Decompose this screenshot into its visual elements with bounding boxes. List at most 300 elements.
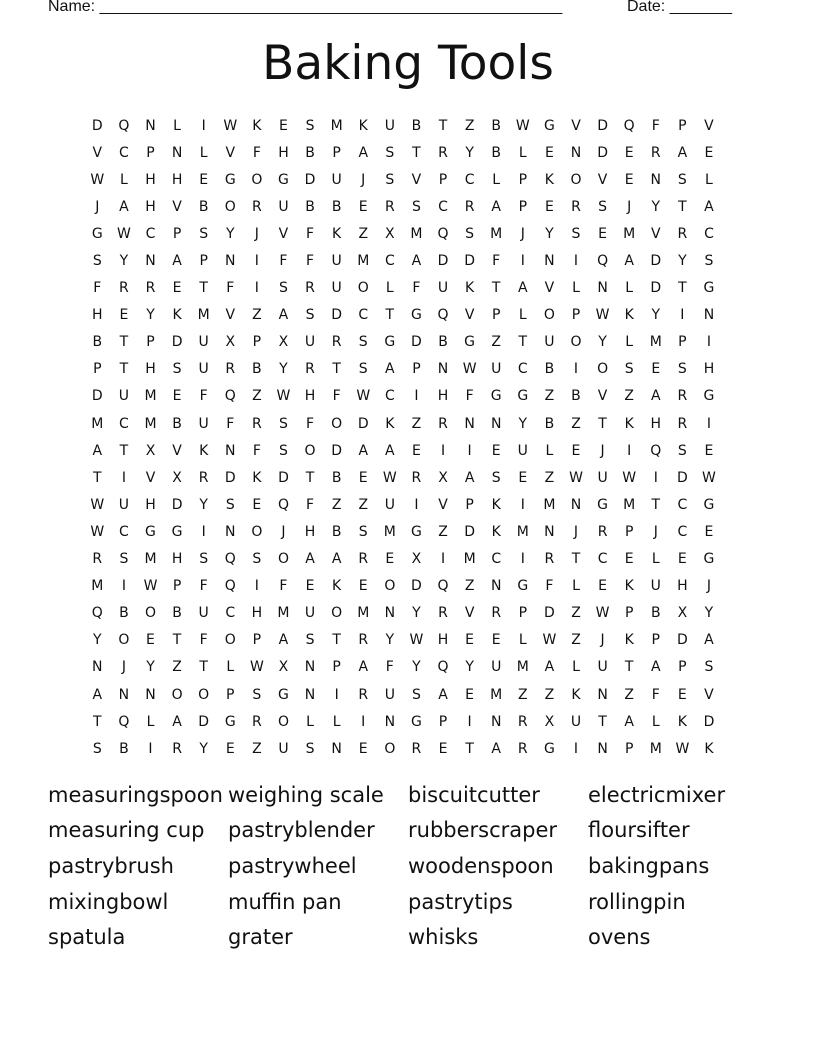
grid-letter[interactable]: S: [624, 361, 634, 378]
grid-letter[interactable]: N: [145, 253, 156, 270]
grid-letter[interactable]: E: [491, 632, 501, 649]
grid-letter[interactable]: F: [252, 442, 261, 459]
grid-letter[interactable]: W: [462, 361, 477, 378]
grid-letter[interactable]: K: [491, 496, 501, 513]
grid-letter[interactable]: H: [278, 144, 289, 161]
grid-letter[interactable]: Q: [623, 117, 635, 134]
grid-letter[interactable]: Y: [412, 659, 421, 676]
grid-letter[interactable]: U: [198, 415, 209, 432]
grid-letter[interactable]: H: [650, 415, 662, 432]
grid-letter[interactable]: E: [146, 632, 155, 649]
grid-letter[interactable]: M: [144, 551, 157, 568]
grid-letter[interactable]: N: [544, 523, 555, 540]
grid-letter[interactable]: P: [491, 307, 501, 324]
grid-letter[interactable]: G: [91, 225, 103, 242]
grid-letter[interactable]: B: [198, 198, 209, 215]
grid-letter[interactable]: M: [623, 225, 636, 242]
grid-letter[interactable]: D: [676, 469, 688, 486]
grid-letter[interactable]: D: [411, 578, 422, 595]
grid-letter[interactable]: P: [518, 198, 528, 215]
grid-letter[interactable]: Q: [91, 605, 103, 622]
grid-letter[interactable]: A: [411, 253, 422, 270]
grid-letter[interactable]: F: [226, 280, 235, 297]
grid-letter[interactable]: R: [677, 225, 688, 242]
grid-letter[interactable]: G: [597, 496, 608, 513]
grid-letter[interactable]: R: [384, 198, 395, 215]
grid-letter[interactable]: U: [491, 361, 502, 378]
grid-letter[interactable]: P: [332, 659, 341, 676]
grid-letter[interactable]: G: [171, 523, 183, 540]
grid-letter[interactable]: S: [465, 225, 475, 242]
grid-letter[interactable]: S: [385, 144, 395, 161]
grid-letter[interactable]: H: [251, 605, 263, 622]
grid-letter[interactable]: Y: [93, 632, 102, 649]
grid-letter[interactable]: G: [517, 578, 529, 595]
grid-letter[interactable]: B: [331, 469, 342, 486]
grid-letter[interactable]: Q: [224, 578, 236, 595]
grid-letter[interactable]: I: [440, 442, 446, 459]
grid-letter[interactable]: Z: [624, 388, 634, 405]
grid-letter[interactable]: J: [706, 578, 712, 595]
grid-letter[interactable]: C: [358, 307, 369, 324]
grid-letter[interactable]: E: [305, 578, 315, 595]
grid-letter[interactable]: C: [119, 415, 129, 432]
grid-letter[interactable]: O: [331, 415, 343, 432]
grid-letter[interactable]: I: [467, 442, 472, 459]
grid-letter[interactable]: G: [490, 388, 502, 405]
grid-letter[interactable]: G: [517, 388, 529, 405]
grid-letter[interactable]: O: [357, 280, 369, 297]
grid-letter[interactable]: V: [145, 469, 156, 486]
grid-letter[interactable]: D: [171, 334, 183, 351]
grid-letter[interactable]: K: [252, 117, 262, 134]
grid-letter[interactable]: R: [119, 280, 129, 297]
grid-letter[interactable]: H: [677, 578, 688, 595]
grid-letter[interactable]: D: [437, 253, 449, 270]
grid-letter[interactable]: F: [306, 253, 315, 270]
grid-letter[interactable]: T: [332, 632, 341, 649]
grid-letter[interactable]: I: [680, 307, 685, 324]
grid-letter[interactable]: B: [650, 605, 661, 622]
grid-letter[interactable]: P: [678, 334, 687, 351]
grid-letter[interactable]: G: [543, 740, 555, 757]
grid-letter[interactable]: T: [624, 659, 634, 676]
grid-letter[interactable]: H: [171, 171, 183, 188]
grid-letter[interactable]: H: [145, 361, 156, 378]
grid-letter[interactable]: M: [490, 686, 503, 703]
grid-letter[interactable]: Z: [252, 388, 262, 405]
grid-letter[interactable]: T: [491, 280, 501, 297]
grid-letter[interactable]: S: [358, 523, 368, 540]
grid-letter[interactable]: A: [544, 659, 555, 676]
grid-letter[interactable]: M: [623, 496, 636, 513]
grid-letter[interactable]: W: [622, 469, 637, 486]
grid-letter[interactable]: N: [171, 144, 183, 161]
grid-letter[interactable]: F: [252, 144, 261, 161]
grid-letter[interactable]: J: [254, 225, 259, 242]
grid-letter[interactable]: B: [544, 361, 555, 378]
grid-letter[interactable]: E: [571, 442, 581, 459]
grid-letter[interactable]: G: [703, 551, 715, 568]
grid-letter[interactable]: P: [518, 605, 528, 622]
grid-letter[interactable]: O: [277, 713, 289, 730]
grid-letter[interactable]: U: [331, 171, 342, 188]
grid-letter[interactable]: L: [545, 442, 554, 459]
grid-letter[interactable]: K: [544, 171, 554, 188]
grid-letter[interactable]: I: [201, 117, 206, 134]
grid-letter[interactable]: E: [598, 578, 607, 595]
grid-letter[interactable]: T: [385, 307, 395, 324]
grid-letter[interactable]: L: [146, 713, 155, 730]
grid-letter[interactable]: S: [252, 686, 262, 703]
grid-letter[interactable]: K: [491, 523, 501, 540]
grid-letter[interactable]: O: [224, 198, 236, 215]
grid-letter[interactable]: V: [225, 144, 236, 161]
grid-letter[interactable]: J: [281, 523, 286, 540]
grid-letter[interactable]: O: [251, 523, 263, 540]
grid-letter[interactable]: T: [305, 469, 315, 486]
grid-letter[interactable]: T: [172, 632, 182, 649]
grid-letter[interactable]: G: [384, 334, 396, 351]
grid-letter[interactable]: L: [625, 280, 634, 297]
grid-letter[interactable]: C: [119, 144, 129, 161]
grid-letter[interactable]: Y: [146, 659, 155, 676]
grid-letter[interactable]: N: [544, 253, 555, 270]
grid-letter[interactable]: Y: [545, 225, 554, 242]
grid-letter[interactable]: F: [199, 632, 208, 649]
grid-letter[interactable]: S: [199, 551, 209, 568]
grid-letter[interactable]: D: [224, 469, 236, 486]
grid-letter[interactable]: T: [518, 334, 528, 351]
grid-letter[interactable]: S: [305, 117, 315, 134]
grid-letter[interactable]: P: [438, 171, 448, 188]
grid-letter[interactable]: R: [358, 632, 369, 649]
grid-letter[interactable]: V: [544, 280, 555, 297]
grid-letter[interactable]: R: [305, 361, 315, 378]
grid-letter[interactable]: R: [677, 415, 688, 432]
grid-letter[interactable]: Y: [119, 253, 129, 270]
grid-letter[interactable]: T: [438, 117, 448, 134]
grid-letter[interactable]: R: [251, 713, 262, 730]
grid-letter[interactable]: D: [278, 469, 289, 486]
grid-letter[interactable]: B: [438, 334, 448, 351]
grid-letter[interactable]: I: [201, 523, 206, 540]
grid-letter[interactable]: N: [437, 361, 449, 378]
grid-letter[interactable]: Z: [464, 578, 475, 595]
grid-letter[interactable]: Q: [224, 388, 236, 405]
grid-letter[interactable]: I: [520, 551, 525, 568]
grid-letter[interactable]: D: [91, 117, 103, 134]
grid-letter[interactable]: S: [92, 740, 102, 757]
grid-letter[interactable]: Z: [544, 686, 555, 703]
grid-letter[interactable]: P: [332, 144, 341, 161]
grid-letter[interactable]: P: [252, 334, 262, 351]
grid-letter[interactable]: I: [706, 334, 712, 351]
grid-letter[interactable]: O: [597, 361, 609, 378]
grid-letter[interactable]: D: [597, 117, 608, 134]
grid-letter[interactable]: W: [143, 578, 158, 595]
grid-letter[interactable]: E: [199, 171, 209, 188]
grid-letter[interactable]: L: [119, 171, 128, 188]
grid-letter[interactable]: U: [118, 388, 130, 405]
grid-letter[interactable]: U: [384, 117, 395, 134]
grid-letter[interactable]: W: [356, 388, 371, 405]
grid-letter[interactable]: I: [573, 253, 579, 270]
grid-letter[interactable]: N: [490, 578, 502, 595]
grid-letter[interactable]: U: [491, 659, 502, 676]
grid-letter[interactable]: O: [543, 307, 555, 324]
grid-letter[interactable]: Q: [277, 496, 289, 513]
grid-letter[interactable]: R: [438, 415, 448, 432]
grid-letter[interactable]: G: [224, 713, 236, 730]
grid-letter[interactable]: C: [677, 496, 688, 513]
grid-letter[interactable]: L: [518, 632, 527, 649]
grid-letter[interactable]: L: [572, 280, 580, 297]
grid-letter[interactable]: S: [199, 225, 209, 242]
grid-letter[interactable]: O: [171, 686, 183, 703]
grid-letter[interactable]: E: [172, 388, 182, 405]
grid-letter[interactable]: L: [492, 171, 501, 188]
grid-letter[interactable]: A: [358, 659, 369, 676]
grid-letter[interactable]: U: [517, 442, 528, 459]
grid-letter[interactable]: T: [119, 361, 129, 378]
grid-letter[interactable]: M: [91, 415, 104, 432]
grid-letter[interactable]: R: [597, 523, 608, 540]
grid-letter[interactable]: K: [332, 578, 342, 595]
grid-letter[interactable]: I: [573, 361, 579, 378]
grid-letter[interactable]: S: [677, 361, 687, 378]
grid-letter[interactable]: W: [90, 171, 105, 188]
grid-letter[interactable]: D: [676, 632, 688, 649]
grid-letter[interactable]: N: [703, 307, 715, 324]
grid-letter[interactable]: P: [624, 740, 634, 757]
grid-letter[interactable]: T: [678, 280, 687, 297]
grid-letter[interactable]: M: [516, 659, 529, 676]
grid-letter[interactable]: A: [704, 632, 714, 649]
grid-letter[interactable]: A: [358, 442, 369, 459]
grid-letter[interactable]: R: [411, 740, 422, 757]
grid-letter[interactable]: K: [199, 442, 209, 459]
grid-letter[interactable]: E: [438, 740, 448, 757]
grid-letter[interactable]: R: [198, 469, 209, 486]
grid-letter[interactable]: P: [146, 334, 155, 351]
grid-letter[interactable]: U: [198, 605, 209, 622]
grid-letter[interactable]: N: [145, 117, 156, 134]
grid-letter[interactable]: L: [332, 713, 341, 730]
grid-letter[interactable]: Z: [358, 225, 369, 242]
grid-letter[interactable]: Q: [437, 225, 449, 242]
grid-letter[interactable]: U: [437, 280, 449, 297]
grid-letter[interactable]: T: [651, 496, 661, 513]
grid-letter[interactable]: A: [172, 713, 182, 730]
grid-letter[interactable]: N: [490, 415, 502, 432]
grid-letter[interactable]: E: [518, 469, 528, 486]
grid-letter[interactable]: U: [570, 713, 582, 730]
grid-letter[interactable]: H: [171, 551, 183, 568]
grid-letter[interactable]: F: [306, 225, 315, 242]
grid-letter[interactable]: Y: [651, 198, 661, 215]
grid-letter[interactable]: D: [357, 415, 369, 432]
grid-letter[interactable]: P: [199, 253, 208, 270]
grid-letter[interactable]: N: [597, 686, 608, 703]
grid-letter[interactable]: T: [119, 334, 129, 351]
grid-letter[interactable]: W: [116, 225, 131, 242]
grid-letter[interactable]: B: [491, 117, 501, 134]
grid-letter[interactable]: F: [545, 578, 554, 595]
grid-letter[interactable]: Y: [385, 632, 395, 649]
grid-letter[interactable]: M: [543, 496, 556, 513]
grid-letter[interactable]: Z: [331, 496, 342, 513]
grid-letter[interactable]: I: [361, 713, 366, 730]
grid-letter[interactable]: B: [252, 361, 262, 378]
grid-letter[interactable]: I: [706, 415, 712, 432]
grid-letter[interactable]: S: [411, 686, 421, 703]
grid-letter[interactable]: R: [517, 740, 528, 757]
grid-letter[interactable]: Y: [146, 307, 155, 324]
grid-letter[interactable]: E: [491, 442, 501, 459]
grid-letter[interactable]: A: [650, 388, 661, 405]
grid-letter[interactable]: U: [384, 686, 395, 703]
grid-letter[interactable]: R: [331, 334, 342, 351]
grid-letter[interactable]: S: [92, 253, 102, 270]
grid-letter[interactable]: E: [677, 686, 687, 703]
grid-letter[interactable]: J: [653, 523, 658, 540]
grid-letter[interactable]: N: [225, 523, 236, 540]
grid-letter[interactable]: Z: [491, 334, 501, 351]
grid-letter[interactable]: D: [331, 442, 343, 459]
grid-letter[interactable]: I: [627, 442, 632, 459]
grid-letter[interactable]: M: [383, 523, 396, 540]
grid-letter[interactable]: S: [358, 361, 368, 378]
grid-letter[interactable]: A: [704, 198, 714, 215]
grid-letter[interactable]: R: [305, 280, 315, 297]
grid-letter[interactable]: T: [412, 144, 421, 161]
grid-letter[interactable]: D: [650, 280, 662, 297]
grid-letter[interactable]: N: [384, 605, 396, 622]
grid-letter[interactable]: Q: [118, 117, 130, 134]
grid-letter[interactable]: E: [465, 686, 475, 703]
grid-letter[interactable]: E: [624, 171, 634, 188]
grid-letter[interactable]: K: [385, 415, 395, 432]
grid-letter[interactable]: T: [93, 469, 102, 486]
grid-letter[interactable]: F: [651, 117, 660, 134]
grid-letter[interactable]: M: [330, 117, 343, 134]
grid-letter[interactable]: J: [573, 523, 579, 540]
grid-letter[interactable]: B: [331, 198, 342, 215]
grid-letter[interactable]: S: [279, 442, 288, 459]
grid-letter[interactable]: M: [144, 388, 157, 405]
grid-letter[interactable]: I: [440, 551, 446, 568]
grid-letter[interactable]: X: [544, 713, 555, 730]
grid-letter[interactable]: I: [121, 469, 126, 486]
grid-letter[interactable]: C: [704, 225, 714, 242]
grid-letter[interactable]: G: [278, 686, 289, 703]
grid-letter[interactable]: T: [678, 198, 687, 215]
grid-letter[interactable]: W: [409, 632, 424, 649]
grid-letter[interactable]: D: [91, 388, 103, 405]
grid-letter[interactable]: H: [145, 171, 156, 188]
grid-letter[interactable]: P: [651, 632, 660, 649]
grid-letter[interactable]: M: [649, 334, 662, 351]
grid-letter[interactable]: H: [304, 388, 316, 405]
grid-letter[interactable]: O: [331, 605, 343, 622]
grid-letter[interactable]: Z: [571, 415, 581, 432]
grid-letter[interactable]: L: [306, 713, 314, 730]
grid-letter[interactable]: P: [172, 225, 182, 242]
grid-letter[interactable]: Z: [411, 415, 422, 432]
grid-letter[interactable]: F: [651, 686, 660, 703]
grid-letter[interactable]: R: [491, 605, 502, 622]
grid-letter[interactable]: D: [703, 713, 715, 730]
grid-letter[interactable]: B: [92, 334, 103, 351]
grid-letter[interactable]: M: [357, 253, 370, 270]
grid-letter[interactable]: S: [704, 253, 714, 270]
grid-letter[interactable]: R: [251, 415, 262, 432]
grid-letter[interactable]: P: [624, 523, 634, 540]
grid-letter[interactable]: A: [305, 551, 315, 568]
grid-letter[interactable]: U: [198, 361, 209, 378]
grid-letter[interactable]: E: [252, 496, 262, 513]
grid-letter[interactable]: O: [277, 551, 289, 568]
grid-letter[interactable]: N: [384, 713, 396, 730]
grid-letter[interactable]: I: [148, 740, 153, 757]
grid-letter[interactable]: U: [331, 280, 342, 297]
grid-letter[interactable]: E: [119, 307, 129, 324]
grid-letter[interactable]: C: [597, 551, 608, 568]
grid-letter[interactable]: T: [199, 280, 208, 297]
grid-letter[interactable]: M: [144, 415, 157, 432]
grid-letter[interactable]: U: [384, 496, 395, 513]
grid-letter[interactable]: X: [172, 469, 182, 486]
grid-letter[interactable]: N: [304, 686, 316, 703]
grid-letter[interactable]: X: [677, 605, 688, 622]
grid-letter[interactable]: I: [520, 496, 525, 513]
grid-letter[interactable]: D: [411, 334, 422, 351]
grid-letter[interactable]: X: [145, 442, 156, 459]
grid-letter[interactable]: R: [464, 198, 475, 215]
grid-letter[interactable]: S: [279, 415, 288, 432]
grid-letter[interactable]: S: [704, 659, 714, 676]
grid-letter[interactable]: M: [357, 605, 370, 622]
grid-letter[interactable]: B: [544, 415, 555, 432]
grid-letter[interactable]: L: [518, 307, 527, 324]
grid-letter[interactable]: Z: [438, 523, 448, 540]
grid-letter[interactable]: X: [411, 551, 422, 568]
grid-letter[interactable]: N: [118, 686, 130, 703]
grid-letter[interactable]: F: [492, 253, 501, 270]
grid-letter[interactable]: A: [92, 442, 103, 459]
grid-letter[interactable]: Y: [199, 496, 208, 513]
grid-letter[interactable]: J: [95, 198, 100, 215]
grid-letter[interactable]: H: [304, 523, 316, 540]
grid-letter[interactable]: Q: [650, 442, 662, 459]
grid-letter[interactable]: G: [145, 523, 156, 540]
grid-letter[interactable]: G: [410, 523, 422, 540]
grid-letter[interactable]: R: [517, 713, 528, 730]
grid-letter[interactable]: E: [385, 551, 395, 568]
grid-letter[interactable]: E: [704, 442, 714, 459]
grid-letter[interactable]: M: [463, 551, 476, 568]
grid-letter[interactable]: A: [650, 659, 661, 676]
grid-letter[interactable]: N: [597, 740, 608, 757]
grid-letter[interactable]: N: [331, 740, 342, 757]
grid-letter[interactable]: N: [464, 415, 475, 432]
grid-letter[interactable]: T: [119, 442, 129, 459]
grid-letter[interactable]: O: [570, 171, 582, 188]
grid-letter[interactable]: Z: [571, 605, 581, 622]
grid-letter[interactable]: E: [704, 144, 714, 161]
grid-letter[interactable]: Y: [518, 415, 528, 432]
